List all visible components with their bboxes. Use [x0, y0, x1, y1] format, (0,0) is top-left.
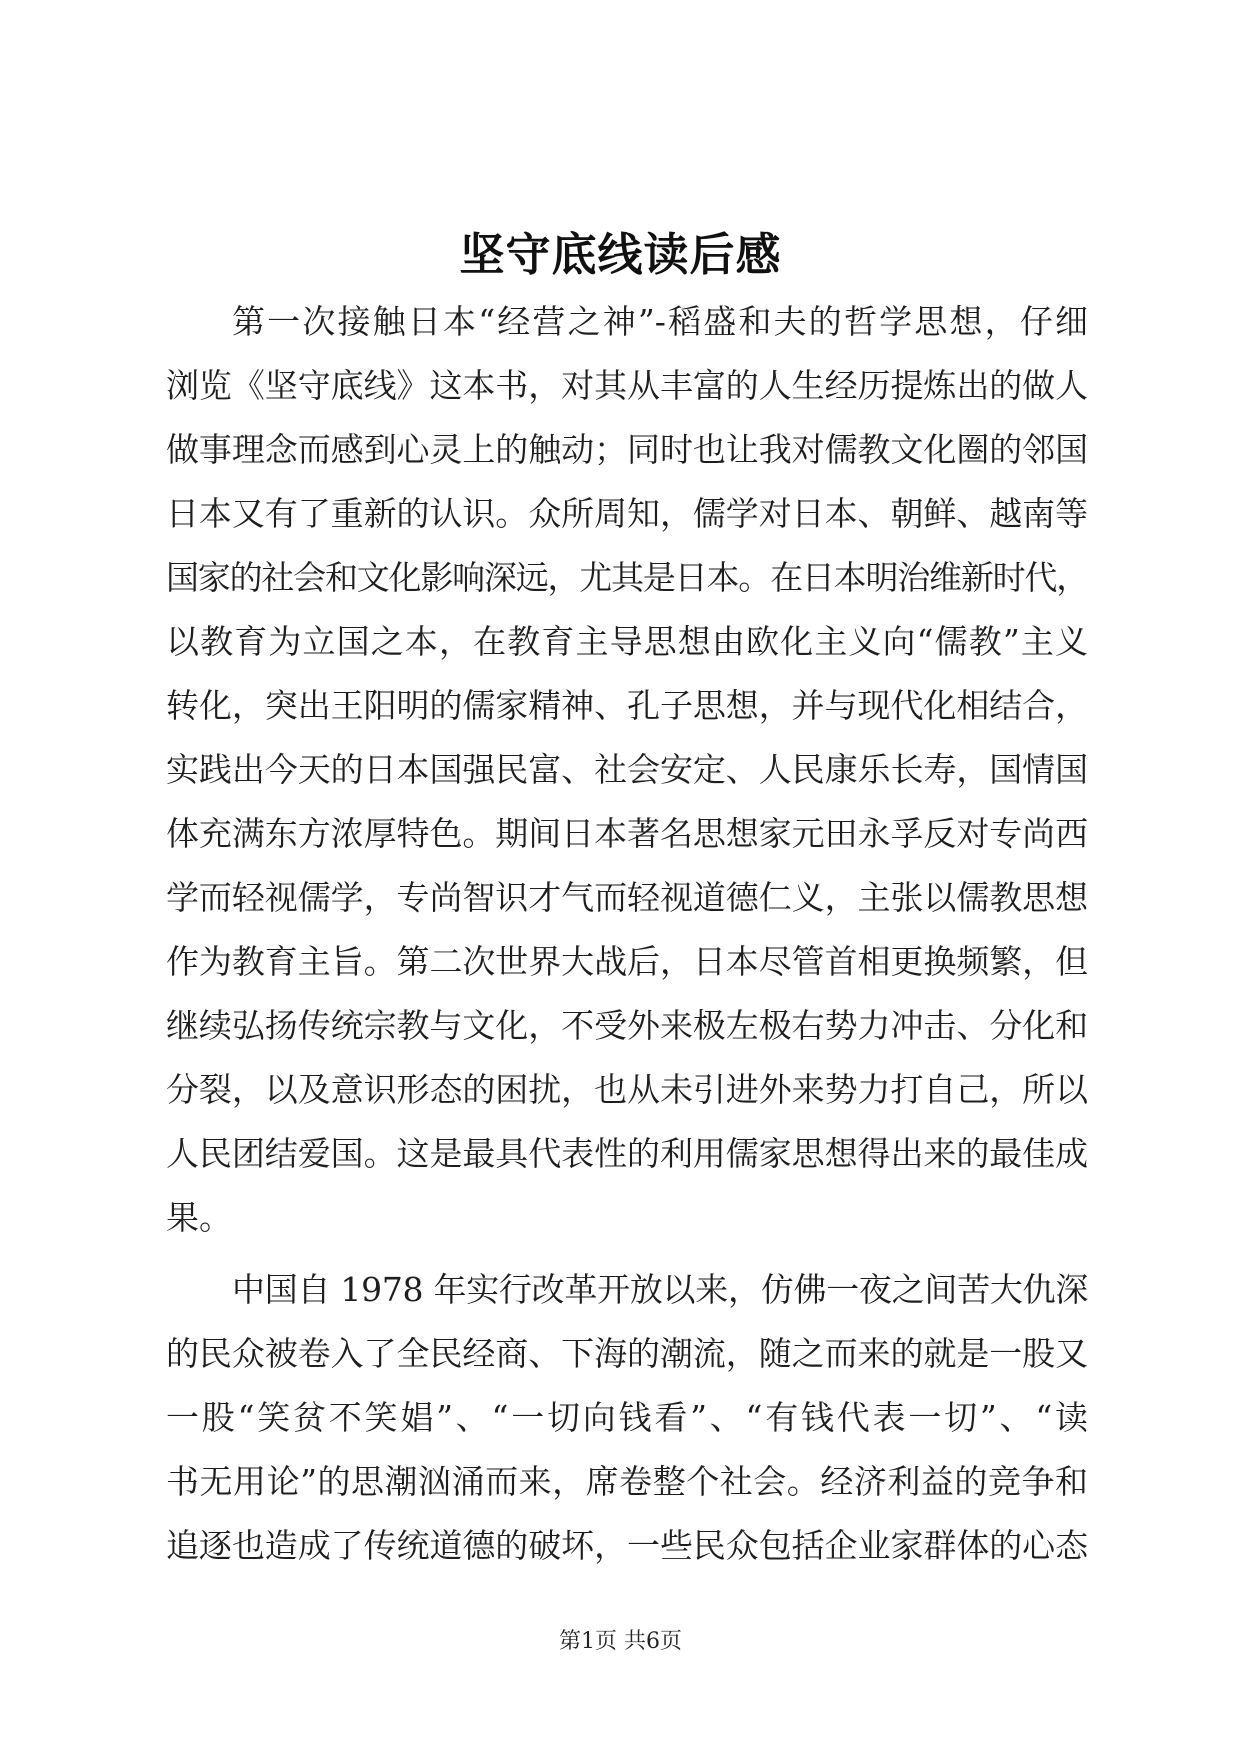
document-title: 坚守底线读后感 — [459, 228, 782, 281]
paragraph-line: 学而轻视儒学，专尚智识才气而轻视道德仁义，主张以儒教思想 — [166, 878, 1089, 917]
paragraph — [166, 1258, 1088, 1578]
paragraph-line: 做事理念而感到心灵上的触动；同时也让我对儒教文化圈的邻国 — [166, 430, 1089, 469]
paragraph-line: 追逐也造成了传统道德的破坏，一些民众包括企业家群体的心态 — [166, 1526, 1089, 1565]
paragraph-line: 日本又有了重新的认识。众所周知，儒学对日本、朝鲜、越南等 — [166, 494, 1089, 533]
paragraph-line: 果。 — [166, 1198, 232, 1237]
paragraph-line: 作为教育主旨。第二次世界大战后，日本尽管首相更换频繁，但 — [166, 942, 1089, 981]
paragraph-line: 转化，突出王阳明的儒家精神、孔子思想，并与现代化相结合， — [166, 686, 1089, 725]
page-footer: 第1页 共6页 — [559, 1629, 682, 1654]
paragraph-line: 实践出今天的日本国强民富、社会安定、人民康乐长寿，国情国 — [166, 750, 1089, 789]
paragraph-line: 中国自 1978 年实行改革开放以来，仿佛一夜之间苦大仇深 — [232, 1270, 1088, 1309]
paragraph-line: 分裂，以及意识形态的困扰，也从未引进外来势力打自己，所以 — [166, 1070, 1089, 1109]
paragraph-line: 的民众被卷入了全民经商、下海的潮流，随之而来的就是一股又 — [166, 1334, 1089, 1373]
paragraph-line: 国家的社会和文化影响深远，尤其是日本。在日本明治维新时代， — [166, 558, 1088, 597]
paragraph — [166, 290, 1088, 1250]
paragraph-line: 第一次接触日本“经营之神”-稻盛和夫的哲学思想，仔细 — [232, 302, 1088, 341]
paragraph-line: 书无用论”的思潮汹涌而来，席卷整个社会。经济利益的竞争和 — [166, 1462, 1088, 1501]
paragraph-line: 人民团结爱国。这是最具代表性的利用儒家思想得出来的最佳成 — [166, 1134, 1089, 1173]
paragraph-line: 继续弘扬传统宗教与文化，不受外来极左极右势力冲击、分化和 — [166, 1006, 1089, 1045]
paragraph-line: 体充满东方浓厚特色。期间日本著名思想家元田永孚反对专尚西 — [166, 814, 1089, 853]
paragraph-line: 浏览《坚守底线》这本书，对其从丰富的人生经历提炼出的做人 — [166, 366, 1089, 405]
paragraph-line: 一股“笑贫不笑娼”、“一切向钱看”、“有钱代表一切”、“读 — [166, 1398, 1088, 1437]
paragraph-line: 以教育为立国之本，在教育主导思想由欧化主义向“儒教”主义 — [166, 622, 1088, 661]
document-body — [166, 290, 1088, 1586]
